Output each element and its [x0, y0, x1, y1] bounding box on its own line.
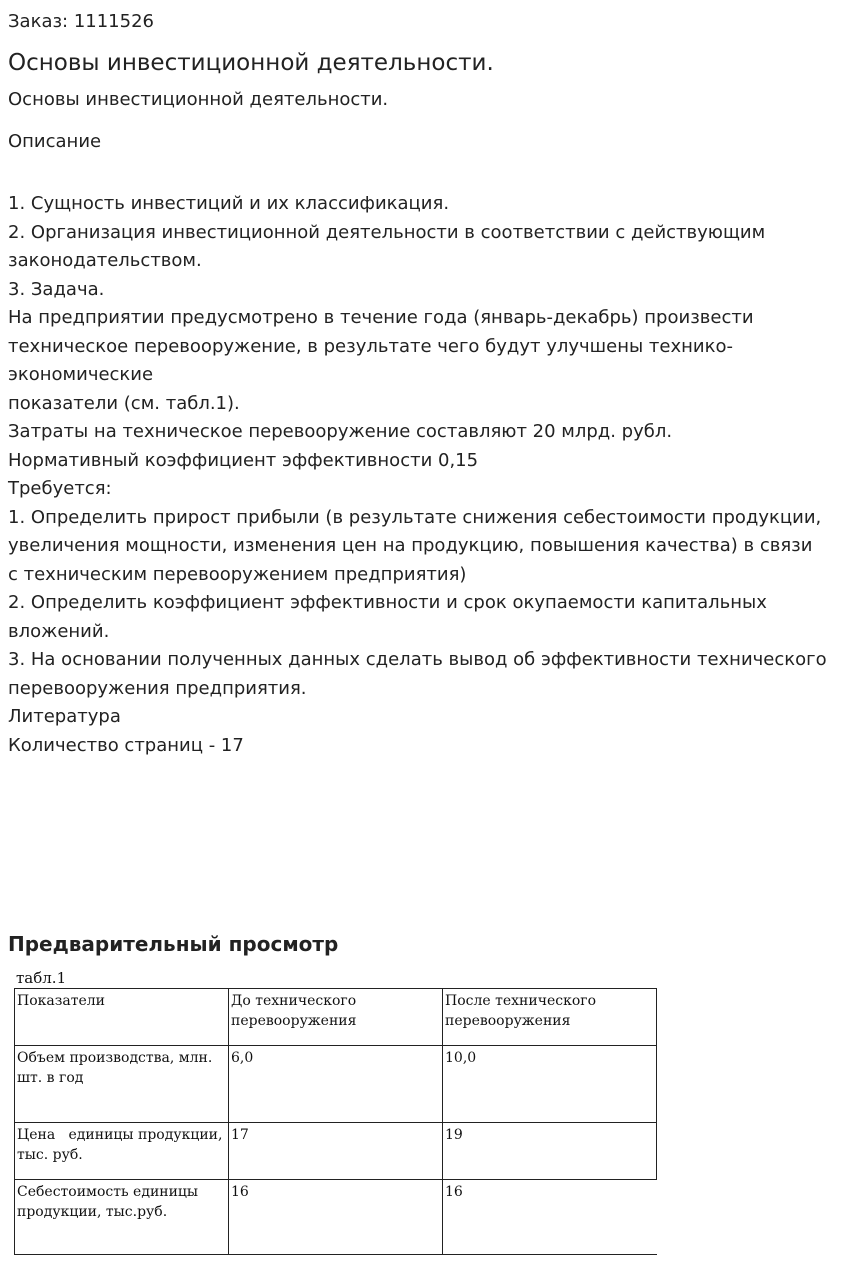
table-cell: 17 [229, 1123, 443, 1180]
table-header-cell: Показатели [15, 989, 229, 1046]
table-cell: 16 [229, 1180, 443, 1255]
table-header-row [15, 989, 657, 1046]
table-cell: Себестоимость единицы продукции, тыс.руб. [15, 1180, 229, 1255]
table-row [15, 1046, 657, 1123]
table-row [15, 1123, 657, 1180]
table-cell: 6,0 [229, 1046, 443, 1123]
table-cell: Объем производства, млн. шт. в год [15, 1046, 229, 1123]
description-line: показатели (см. табл.1). [8, 392, 240, 414]
description-line: Требуется: [8, 478, 112, 499]
description-line: 1. Сущность инвестиций и их классификация. [8, 193, 450, 214]
description-line: На предприятии предусмотрено в течение года (январь-декабрь) произвести техническое перевооружение, в результате чего будут улучшены технико-экономические [8, 307, 754, 385]
table-row [15, 1180, 657, 1255]
table-cell: 16 [443, 1180, 657, 1255]
description-line: 2. Организация инвестиционной деятельности в соответствии с действующим законодательством. [8, 221, 766, 271]
table-caption: табл.1 [16, 969, 67, 987]
description-line: 3. На основании полученных данных сделать вывод об эффективности технического перевооружения предприятия. [8, 649, 827, 699]
description-line: 2. Определить коэффициент эффективности и срок окупаемости капитальных вложений. [8, 592, 767, 642]
page-title: Основы инвестиционной деятельности. [8, 50, 494, 76]
order-number: Заказ: 1111526 [8, 11, 154, 32]
preview-heading: Предварительный просмотр [8, 932, 339, 956]
table-header-cell: После технического перевооружения [443, 989, 657, 1046]
table-header-cell: До технического перевооружения [229, 989, 443, 1046]
table-cell: Цена единицы продукции, тыс. руб. [15, 1123, 229, 1180]
description-line: 3. Задача. [8, 278, 105, 300]
table-cell: 19 [443, 1123, 657, 1180]
description-line: Количество страниц - 17 [8, 734, 244, 756]
description-line: Нормативный коэффициент эффективности 0,15 [8, 449, 479, 471]
page-subtitle: Основы инвестиционной деятельности. [8, 89, 389, 110]
indicators-table [14, 988, 657, 1255]
description-line: Затраты на техническое перевооружение составляют 20 млрд. рубл. [8, 421, 673, 442]
table-cell: 10,0 [443, 1046, 657, 1123]
description-line: 1. Определить прирост прибыли (в результате снижения себестоимости продукции, увеличения мощности, изменения цен на продукцию, повышения качества) в связи с техническим перевооружением предприятия) [8, 506, 822, 585]
description-body [8, 190, 828, 760]
description-heading: Описание [8, 131, 102, 152]
description-line: Литература [8, 706, 121, 727]
